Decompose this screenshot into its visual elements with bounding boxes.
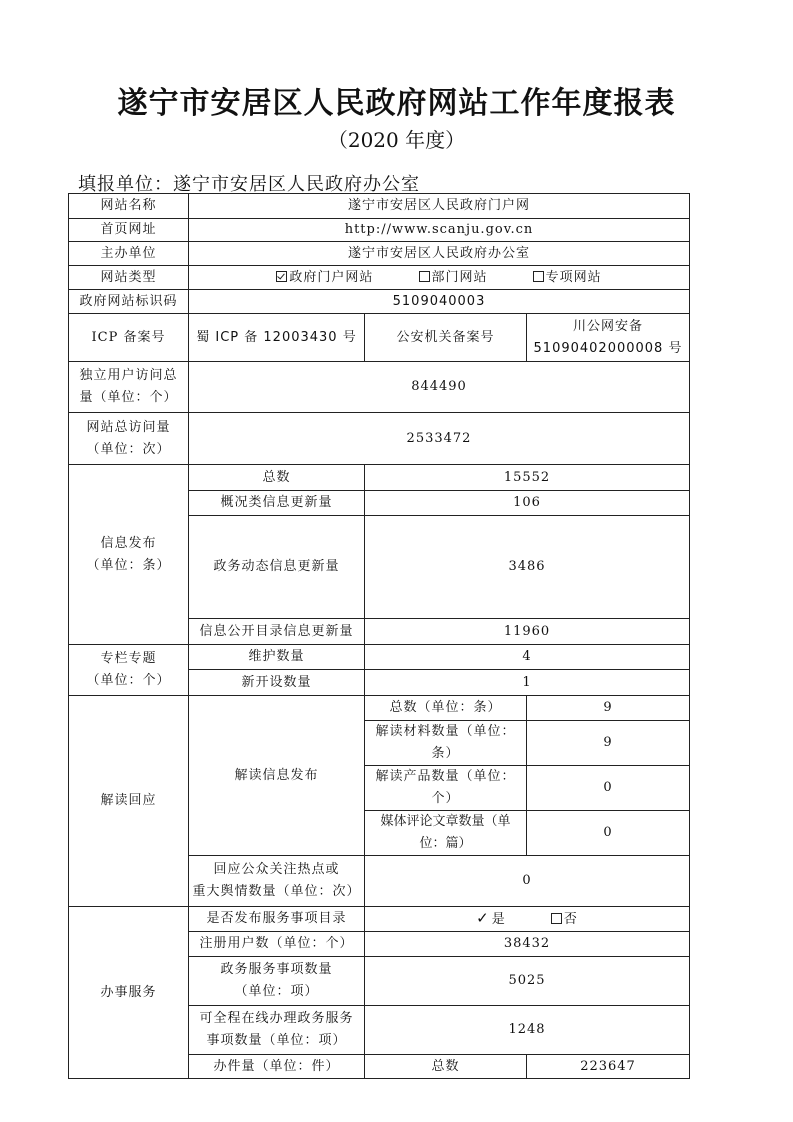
columns-label [69, 645, 189, 696]
info-catalog-value: 11960 [365, 619, 690, 645]
service-online-value: 1248 [365, 1006, 690, 1055]
interp-response-label-line-1: 回应公众关注热点或 [213, 862, 340, 877]
service-items-label-line-2: （单位：项） [234, 984, 319, 999]
interp-products-label: 解读产品数量（单位：个） [365, 766, 527, 811]
checkmark-icon: ✓ [476, 909, 490, 927]
interp-media-value: 0 [527, 811, 690, 856]
info-dynamics-label: 政务动态信息更新量 [189, 516, 365, 619]
columns-label-line-1: 专栏专题 [100, 651, 157, 666]
unique-visitors-label-line-2: 量（单位：个） [79, 390, 178, 405]
site-name-label: 网站名称 [69, 194, 189, 219]
interp-total-label: 总数（单位：条） [365, 696, 527, 721]
homepage-value: http://www.scanju.gov.cn [189, 219, 690, 242]
service-catalog-yes-label: 是 [491, 912, 506, 927]
columns-new-label: 新开设数量 [189, 670, 365, 696]
icp-value: 蜀 ICP 备 12003430 号 [189, 314, 365, 362]
checked-box-icon [276, 271, 287, 282]
interp-response-label [189, 856, 365, 907]
interpretation-label: 解读回应 [69, 696, 189, 907]
service-items-label [189, 957, 365, 1006]
service-catalog-yes [476, 907, 506, 931]
info-total-label: 总数 [189, 465, 365, 491]
icp-label: ICP 备案号 [69, 314, 189, 362]
reporting-unit: 填报单位：遂宁市安居区人民政府办公室 [78, 174, 420, 195]
row-sponsor [69, 242, 690, 266]
service-users-label: 注册用户数（单位：个） [189, 932, 365, 957]
police-record-value [527, 314, 690, 362]
info-publish-label-line-2: （单位：条） [86, 557, 171, 573]
site-code-value: 5109040003 [189, 290, 690, 314]
row-info-total [69, 465, 690, 491]
service-volume-label: 办件量（单位：件） [189, 1055, 365, 1079]
info-publish-label-line-1: 信息发布 [100, 535, 157, 551]
unique-visitors-label-line-1: 独立用户访问总 [79, 368, 178, 383]
row-icp [69, 314, 690, 362]
info-publish-label [69, 465, 189, 645]
interp-materials-value: 9 [527, 721, 690, 766]
site-type-option-department [419, 267, 488, 289]
info-overview-label: 概况类信息更新量 [189, 491, 365, 516]
site-code-label: 政府网站标识码 [69, 290, 189, 314]
services-label: 办事服务 [69, 907, 189, 1079]
service-online-label-line-1: 可全程在线办理政务服务 [199, 1011, 354, 1026]
info-catalog-label: 信息公开目录信息更新量 [189, 619, 365, 645]
total-visits-label-line-1: 网站总访问量 [86, 419, 171, 435]
columns-label-line-2: （单位：个） [86, 673, 171, 688]
row-total-visits [69, 413, 690, 465]
unchecked-box-icon [419, 271, 430, 282]
service-online-label [189, 1006, 365, 1055]
sponsor-label: 主办单位 [69, 242, 189, 266]
total-visits-value: 2533472 [189, 413, 690, 465]
site-type-option-label: 部门网站 [431, 269, 488, 285]
row-homepage [69, 219, 690, 242]
site-type-option-label: 专项网站 [545, 269, 602, 285]
report-table [68, 193, 690, 1079]
service-online-label-line-2: 事项数量（单位：项） [206, 1033, 347, 1048]
site-type-option-portal [276, 267, 373, 289]
service-catalog-options [365, 907, 690, 932]
columns-maintain-value: 4 [365, 645, 690, 670]
info-overview-value: 106 [365, 491, 690, 516]
columns-new-value: 1 [365, 670, 690, 696]
row-site-type [69, 266, 690, 290]
columns-maintain-label: 维护数量 [189, 645, 365, 670]
service-users-value: 38432 [365, 932, 690, 957]
service-volume-sub-label: 总数 [365, 1055, 527, 1079]
row-unique-visitors [69, 362, 690, 413]
row-site-name [69, 194, 690, 219]
service-catalog-label: 是否发布服务事项目录 [189, 907, 365, 932]
total-visits-label-line-2: （单位：次） [86, 441, 171, 457]
sponsor-value: 遂宁市安居区人民政府办公室 [189, 242, 690, 266]
site-name-value: 遂宁市安居区人民政府门户网 [189, 194, 690, 219]
unchecked-box-icon [551, 913, 562, 924]
interp-response-value: 0 [365, 856, 690, 907]
unchecked-box-icon [533, 271, 544, 282]
service-items-value: 5025 [365, 957, 690, 1006]
row-columns-maintain [69, 645, 690, 670]
service-catalog-no-label: 否 [563, 912, 578, 927]
service-volume-value: 223647 [527, 1055, 690, 1079]
total-visits-label [69, 413, 189, 465]
info-total-value: 15552 [365, 465, 690, 491]
service-catalog-no [551, 909, 578, 931]
interp-media-label: 媒体评论文章数量（单位：篇） [365, 811, 527, 856]
service-items-label-line-1: 政务服务事项数量 [220, 962, 333, 977]
site-type-option-label: 政府门户网站 [289, 269, 374, 285]
interp-response-label-line-2: 重大舆情数量（单位：次） [192, 884, 361, 899]
report-year: （2020 年度） [327, 128, 466, 152]
interp-publish-label: 解读信息发布 [189, 696, 365, 856]
unique-visitors-label [69, 362, 189, 413]
site-type-option-special [533, 267, 602, 289]
row-site-code [69, 290, 690, 314]
interp-materials-label: 解读材料数量（单位：条） [365, 721, 527, 766]
site-type-options [189, 266, 690, 290]
info-dynamics-value: 3486 [365, 516, 690, 619]
row-service-catalog [69, 907, 690, 932]
homepage-label: 首页网址 [69, 219, 189, 242]
police-record-label: 公安机关备案号 [365, 314, 527, 362]
unique-visitors-value: 844490 [189, 362, 690, 413]
site-type-label: 网站类型 [69, 266, 189, 290]
police-record-value-line-1: 川公网安备 [573, 318, 644, 334]
interp-products-value: 0 [527, 766, 690, 811]
interp-total-value: 9 [527, 696, 690, 721]
row-interp-total [69, 696, 690, 721]
police-record-value-line-2: 51090402000008 号 [533, 340, 683, 356]
report-title: 遂宁市安居区人民政府网站工作年度报表 [117, 86, 676, 121]
